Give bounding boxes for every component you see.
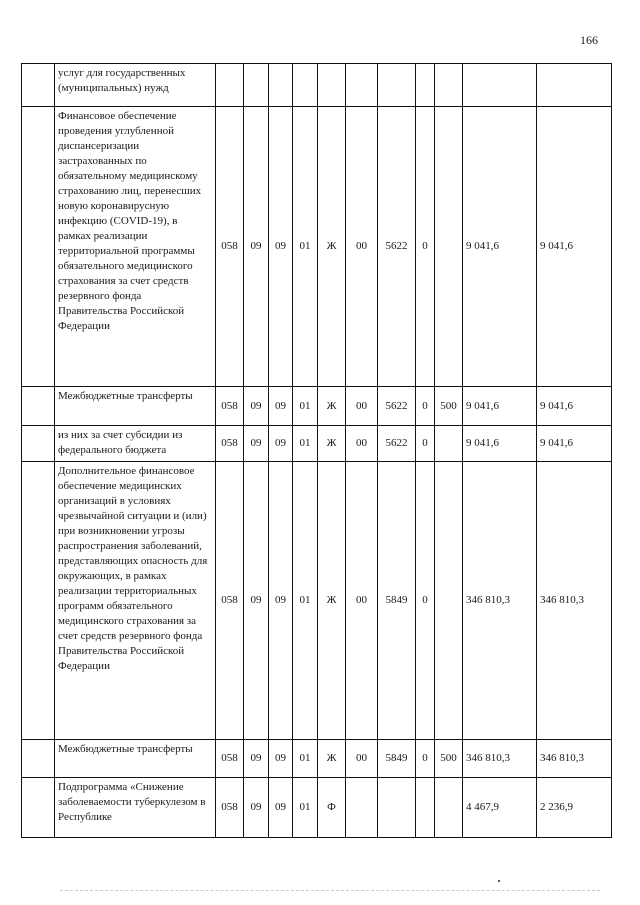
code-cell: 058 [216, 387, 244, 426]
amount-cell: 2 236,9 [537, 778, 612, 838]
row-number-cell [22, 64, 55, 107]
item-name-cell: Финансовое обеспечение проведения углубленной диспансеризации застрахованных по обязательному медицинскому страхованию лиц, перенесших новую коронавирусную инфекцию (COVID-19), в рамках реализации территориальной программы обязательного медицинского страхования за счет средств резервного фонда Правительства Российской Федерации [55, 107, 216, 387]
budget-table [21, 63, 612, 838]
code-cell: 0 [416, 387, 435, 426]
code-cell: 00 [346, 387, 378, 426]
code-cell: 00 [346, 462, 378, 740]
code-cell: 09 [269, 387, 293, 426]
code-cell [435, 426, 463, 462]
amount-cell: 9 041,6 [463, 426, 537, 462]
code-cell: Ж [318, 740, 346, 778]
code-cell [346, 778, 378, 838]
code-cell: 5622 [378, 426, 416, 462]
code-cell [416, 64, 435, 107]
code-cell [216, 64, 244, 107]
row-number-cell [22, 387, 55, 426]
row-number-cell [22, 426, 55, 462]
code-cell [378, 64, 416, 107]
code-cell: 01 [293, 462, 318, 740]
page-bottom-scan-line [60, 890, 600, 893]
item-name-cell: Дополнительное финансовое обеспечение медицинских организаций в условиях чрезвычайной ситуации и (или) при возникновении угрозы распространения заболеваний, представляющих опасность для окружающих, в рамках реализации территориальных программ обязательного медицинского страхования за счет средств резервного фонда Правительства Российской Федерации [55, 462, 216, 740]
code-cell [435, 107, 463, 387]
table-row [22, 426, 612, 462]
code-cell: 0 [416, 740, 435, 778]
code-cell: 500 [435, 387, 463, 426]
code-cell: 01 [293, 387, 318, 426]
code-cell: 09 [244, 107, 269, 387]
code-cell: 09 [269, 426, 293, 462]
scan-speck [498, 880, 500, 882]
amount-cell: 9 041,6 [463, 387, 537, 426]
code-cell: 09 [244, 462, 269, 740]
table-row [22, 778, 612, 838]
item-name-cell: Межбюджетные трансферты [55, 387, 216, 426]
code-cell: 5849 [378, 740, 416, 778]
page-number: 166 [580, 33, 598, 47]
code-cell [244, 64, 269, 107]
code-cell: 01 [293, 426, 318, 462]
table-row [22, 462, 612, 740]
code-cell [293, 64, 318, 107]
code-cell: 09 [269, 462, 293, 740]
code-cell [318, 64, 346, 107]
code-cell: 09 [269, 740, 293, 778]
table-row [22, 107, 612, 387]
code-cell: 09 [244, 387, 269, 426]
row-number-cell [22, 778, 55, 838]
row-number-cell [22, 462, 55, 740]
code-cell: 00 [346, 107, 378, 387]
code-cell: 01 [293, 740, 318, 778]
code-cell: Ж [318, 107, 346, 387]
code-cell: Ж [318, 387, 346, 426]
item-name-cell: услуг для государственных (муниципальных) нужд [55, 64, 216, 107]
code-cell: 500 [435, 740, 463, 778]
table-row [22, 387, 612, 426]
code-cell: 5849 [378, 462, 416, 740]
code-cell: 09 [244, 740, 269, 778]
amount-cell: 4 467,9 [463, 778, 537, 838]
amount-cell: 346 810,3 [537, 462, 612, 740]
amount-cell: 9 041,6 [537, 107, 612, 387]
code-cell: 0 [416, 107, 435, 387]
code-cell: 5622 [378, 107, 416, 387]
amount-cell [463, 64, 537, 107]
item-name-cell: из них за счет субсидии из федерального бюджета [55, 426, 216, 462]
amount-cell: 346 810,3 [537, 740, 612, 778]
code-cell: 00 [346, 740, 378, 778]
item-name-cell: Подпрограмма «Снижение заболеваемости туберкулезом в Республике [55, 778, 216, 838]
code-cell: Ж [318, 462, 346, 740]
code-cell: 0 [416, 462, 435, 740]
code-cell: 058 [216, 107, 244, 387]
code-cell: 058 [216, 462, 244, 740]
code-cell [346, 64, 378, 107]
amount-cell: 9 041,6 [463, 107, 537, 387]
code-cell [416, 778, 435, 838]
code-cell: 5622 [378, 387, 416, 426]
table-row [22, 740, 612, 778]
amount-cell: 346 810,3 [463, 462, 537, 740]
table-row [22, 64, 612, 107]
amount-cell: 9 041,6 [537, 387, 612, 426]
row-number-cell [22, 740, 55, 778]
code-cell: Ж [318, 426, 346, 462]
code-cell: 09 [244, 426, 269, 462]
code-cell: 058 [216, 740, 244, 778]
code-cell: 09 [269, 778, 293, 838]
code-cell [269, 64, 293, 107]
row-number-cell [22, 107, 55, 387]
amount-cell [537, 64, 612, 107]
amount-cell: 9 041,6 [537, 426, 612, 462]
code-cell [435, 64, 463, 107]
code-cell: 09 [244, 778, 269, 838]
code-cell [435, 778, 463, 838]
code-cell [435, 462, 463, 740]
code-cell: 058 [216, 426, 244, 462]
code-cell: 01 [293, 778, 318, 838]
amount-cell: 346 810,3 [463, 740, 537, 778]
code-cell: Ф [318, 778, 346, 838]
code-cell: 01 [293, 107, 318, 387]
item-name-cell: Межбюджетные трансферты [55, 740, 216, 778]
code-cell: 058 [216, 778, 244, 838]
code-cell: 09 [269, 107, 293, 387]
code-cell: 00 [346, 426, 378, 462]
code-cell [378, 778, 416, 838]
code-cell: 0 [416, 426, 435, 462]
